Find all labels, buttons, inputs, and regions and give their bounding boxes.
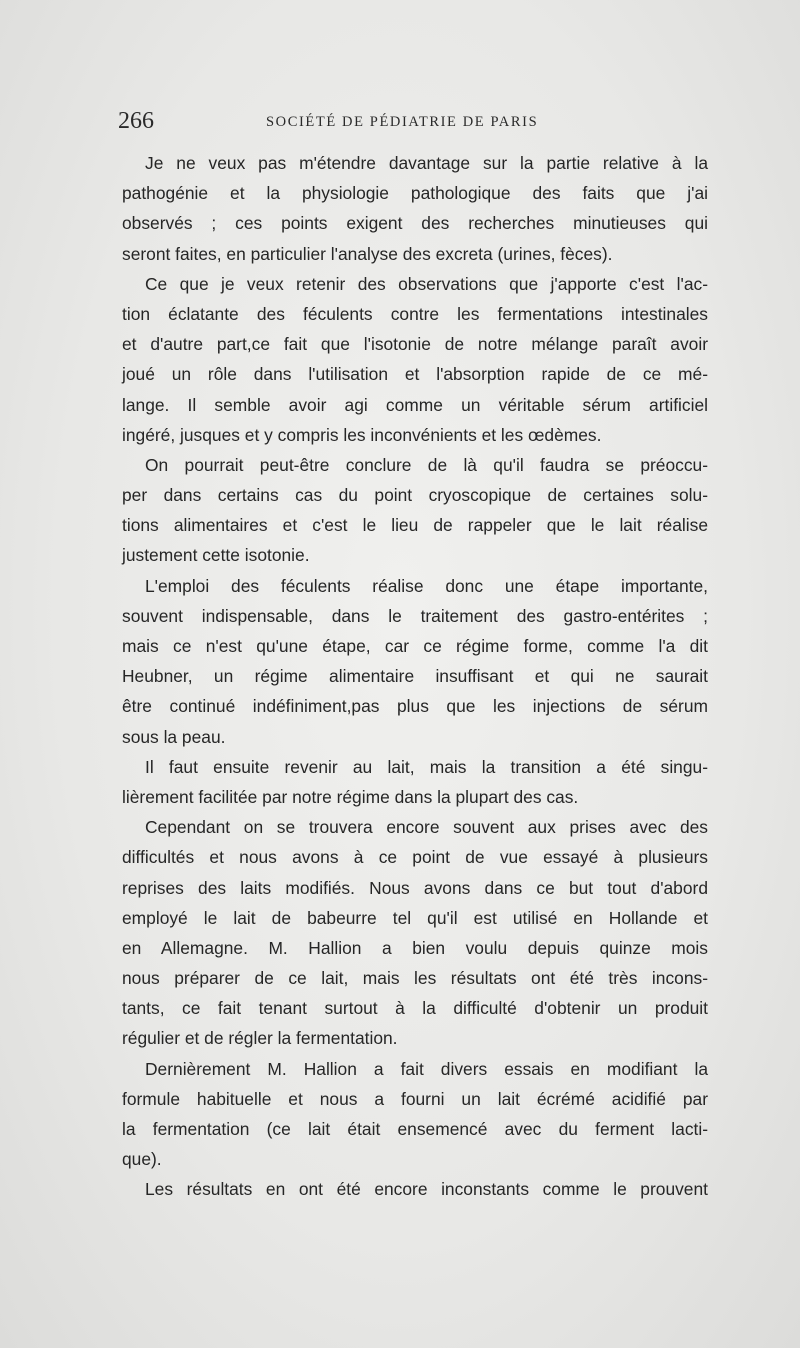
text-line: Ce que je veux retenir des observations que j'apporte c'est l'ac-	[145, 273, 708, 294]
text-line: et d'autre part,ce fait que l'isotonie de notre mélange paraît avoir	[122, 334, 708, 355]
text-line: lièrement facilitée par notre régime dans la plupart des cas.	[122, 786, 579, 807]
text-line: Dernièrement M. Hallion a fait divers essais en modifiant la	[145, 1058, 708, 1079]
running-head	[118, 108, 708, 138]
text-line: observés ; ces points exigent des recherches minutieuses qui	[122, 213, 708, 234]
text-line: souvent indispensable, dans le traitement des gastro-entérites ;	[122, 605, 708, 626]
text-line: régulier et de régler la fermentation.	[122, 1028, 398, 1049]
text-line: tants, ce fait tenant surtout à la difficulté d'obtenir un produit	[122, 998, 708, 1019]
text-line: que).	[122, 1149, 162, 1170]
text-line: employé le lait de babeurre tel qu'il est utilisé en Hollande et	[122, 907, 708, 928]
text-line: joué un rôle dans l'utilisation et l'absorption rapide de ce mé-	[122, 364, 708, 385]
text-line: Cependant on se trouvera encore souvent aux prises avec des	[145, 817, 708, 838]
text-line: difficultés et nous avons à ce point de vue essayé à plusieurs	[122, 847, 708, 868]
text-line: nous préparer de ce lait, mais les résultats ont été très incons-	[122, 968, 708, 989]
text-line: reprises des laits modifiés. Nous avons dans ce but tout d'abord	[122, 877, 708, 898]
body-text	[122, 148, 708, 1205]
text-line: en Allemagne. M. Hallion a bien voulu depuis quinze mois	[122, 937, 708, 958]
text-line: Il faut ensuite revenir au lait, mais la transition a été singu-	[145, 756, 708, 777]
text-line: pathogénie et la physiologie pathologique des faits que j'ai	[122, 183, 708, 204]
text-line: Je ne veux pas m'étendre davantage sur la partie relative à la	[145, 153, 708, 173]
text-line: Les résultats en ont été encore inconstants comme le prouvent	[145, 1179, 708, 1200]
text-line: la fermentation (ce lait était ensemencé avec du ferment lacti-	[122, 1119, 708, 1139]
text-line: justement cette isotonie.	[122, 545, 310, 566]
text-line: être continué indéfiniment,pas plus que les injections de sérum	[122, 696, 708, 717]
text-line: per dans certains cas du point cryoscopique de certaines solu-	[122, 485, 708, 506]
text-line: seront faites, en particulier l'analyse des excreta (urines, fèces).	[122, 243, 613, 264]
text-line: ingéré, jusques et y compris les inconvénients et les œdèmes.	[122, 424, 602, 445]
text-line: L'emploi des féculents réalise donc une étape importante,	[145, 575, 708, 596]
text-line: On pourrait peut-être conclure de là qu'il faudra se préoccu-	[145, 454, 708, 475]
page-number: 266	[118, 108, 154, 134]
text-line: formule habituelle et nous a fourni un lait écrémé acidifié par	[122, 1088, 708, 1109]
text-line: lange. Il semble avoir agi comme un véritable sérum artificiel	[122, 394, 708, 415]
text-line: sous la peau.	[122, 726, 226, 747]
text-line: mais ce n'est qu'une étape, car ce régime forme, comme l'a dit	[122, 636, 708, 656]
text-line: tion éclatante des féculents contre les fermentations intestinales	[122, 303, 708, 324]
text-line: tions alimentaires et c'est le lieu de rappeler que le lait réalise	[122, 515, 708, 536]
journal-title: SOCIÉTÉ DE PÉDIATRIE DE PARIS	[266, 114, 539, 130]
text-line: Heubner, un régime alimentaire insuffisant et qui ne saurait	[122, 666, 708, 687]
